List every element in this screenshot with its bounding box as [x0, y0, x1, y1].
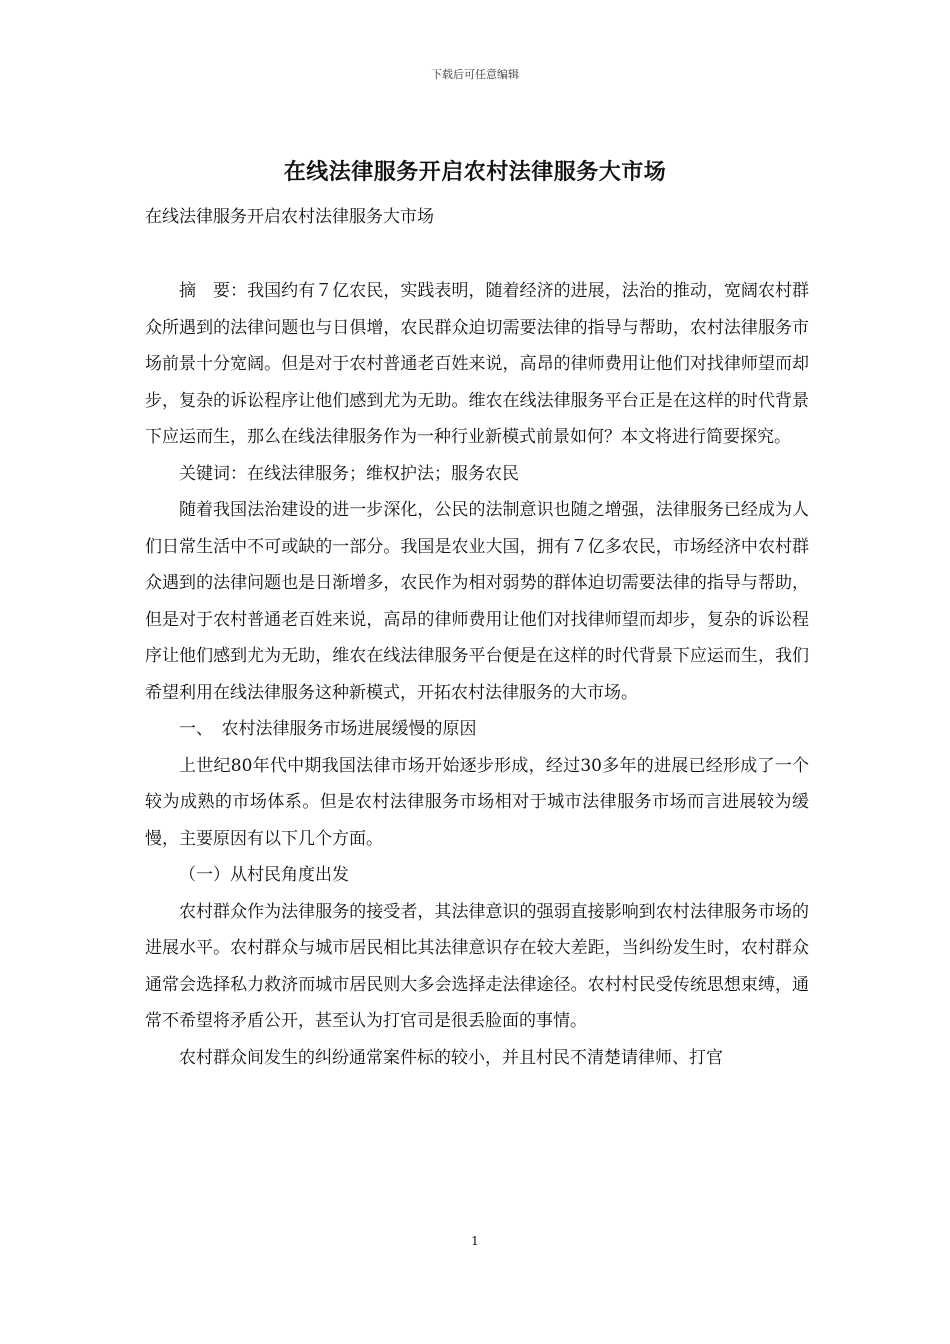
subsection-heading-1: （一）从村民角度出发 — [179, 865, 349, 885]
document-subtitle: 在线法律服务开启农村法律服务大市场 — [145, 207, 434, 227]
body-paragraph: 农村群众间发生的纠纷通常案件标的较小，并且村民不清楚请律师、打官 — [179, 1047, 723, 1068]
keywords-paragraph: 关键词：在线法律服务；维权护法；服务农民 — [179, 463, 519, 484]
section-heading-1: 一、 农村法律服务市场进展缓慢的原因 — [179, 719, 477, 739]
body-paragraph: 农村群众作为法律服务的接受者，其法律意识的强弱直接影响到农村法律服务市场的进展水平。农村群众与城市居民相比其法律意识存在较大差距，当纠纷发生时，农村群众通常会选择私力救济而城市居民则大多会选择走法律途径。农村村民受传统思想束缚，通常不希望将矛盾公开，甚至认为打官司是很丢脸面的事情。 — [145, 901, 809, 1031]
body-paragraph: 上世纪80年代中期我国法律市场开始逐步形成，经过30多年的进展已经形成了一个较为成熟的市场体系。但是农村法律服务市场相对于城市法律服务市场而言进展较为缓慢，主要原因有以下几个方面。 — [145, 755, 809, 849]
page-number: 1 — [471, 1234, 479, 1248]
intro-paragraph: 随着我国法治建设的进一步深化，公民的法制意识也随之增强，法律服务已经成为人们日常生活中不可或缺的一部分。我国是农业大国，拥有７亿多农民，市场经济中农村群众遇到的法律问题也是日渐增多，农民作为相对弱势的群体迫切需要法律的指导与帮助，但是对于农村普通老百姓来说，高昂的律师费用让他们对找律师望而却步，复杂的诉讼程序让他们感到尤为无助，维农在线法律服务平台便是在这样的时代背景下应运而生，我们希望利用在线法律服务这种新模式，开拓农村法律服务的大市场。 — [145, 500, 809, 703]
document-title: 在线法律服务开启农村法律服务大市场 — [283, 160, 667, 185]
page-header-note: 下载后可任意编辑 — [431, 68, 519, 81]
document-body — [145, 273, 809, 1076]
abstract-paragraph: 摘 要：我国约有７亿农民，实践表明，随着经济的进展，法治的推动，宽阔农村群众所遇到的法律问题也与日俱增，农民群众迫切需要法律的指导与帮助，农村法律服务市场前景十分宽阔。但是对于农村普通老百姓来说，高昂的律师费用让他们对找律师望而却步，复杂的诉讼程序让他们感到尤为无助。维农在线法律服务平台正是在这样的时代背景下应运而生，那么在线法律服务作为一种行业新模式前景如何？本文将进行简要探究。 — [145, 281, 809, 447]
